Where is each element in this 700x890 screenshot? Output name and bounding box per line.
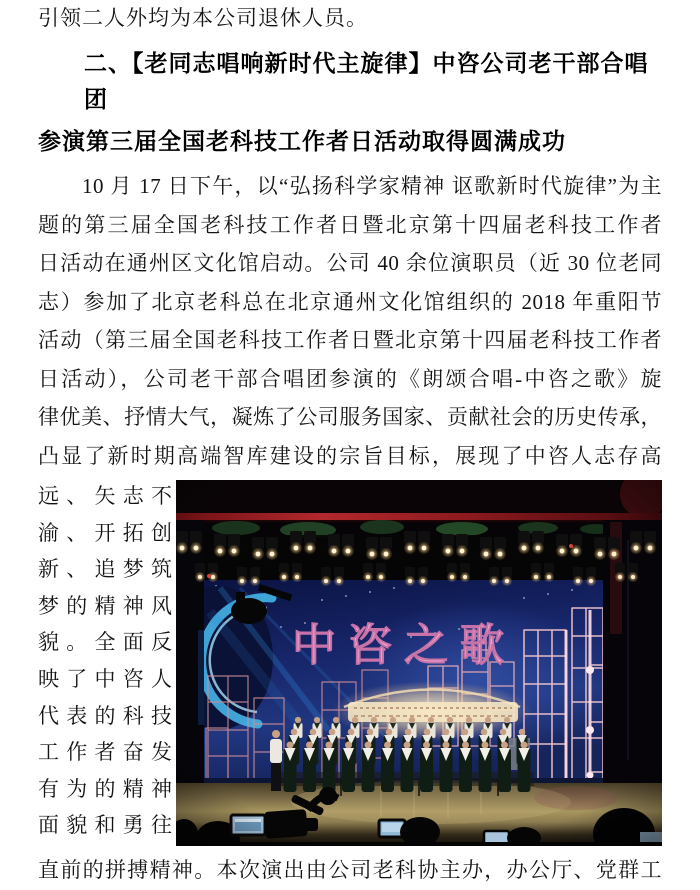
text-wrap-region	[38, 478, 662, 844]
wrapped-line: 代表的科技	[38, 703, 172, 728]
stage-photo-svg	[176, 480, 662, 846]
body-line: 日活动），公司老干部合唱团参演的《朗颂合唱-中咨之歌》旋	[38, 366, 662, 391]
section-heading-line1: 二、【老同志唱响新时代主旋律】中咨公司老干部合唱团	[84, 50, 649, 112]
body-line: 题的第三届全国老科技工作者日暨北京第十四届老科技工作者	[38, 212, 662, 237]
intro-line: 引领二人外均为本公司退休人员。	[38, 6, 368, 30]
wrapped-line: 渝、开拓创	[38, 520, 172, 545]
wrapped-line: 工作者奋发	[38, 740, 172, 765]
body-line: 凸显了新时期高端智库建设的宗旨目标，展现了中咨人志存高	[38, 443, 662, 468]
paragraph-block	[38, 167, 662, 475]
wrapped-line: 有为的精神	[38, 776, 172, 801]
photo-vignette	[176, 480, 662, 846]
body-line: 活动（第三届全国老科技工作者日暨北京第十四届老科技工作者	[38, 328, 662, 352]
section-heading-line2: 参演第三届全国老科技工作者日活动取得圆满成功	[38, 128, 566, 154]
body-line: 直前的拼搏精神。本次演出由公司老科协主办，办公厅、党群工	[38, 857, 662, 882]
wrapped-line: 映了中咨人	[38, 666, 172, 691]
wrapped-line: 面貌和勇往	[38, 813, 172, 838]
body-line: 律优美、抒情大气，凝炼了公司服务国家、贡献社会的历史传承，	[38, 405, 662, 429]
body-line: 10 月 17 日下午，以“弘扬科学家精神 讴歌新时代旋律”为主	[82, 174, 662, 198]
stage-photo	[176, 480, 662, 846]
wrapped-line: 远、矢志不	[38, 484, 172, 508]
wrapped-line: 新、追梦筑	[38, 557, 172, 582]
wrapped-line: 梦的精神风	[38, 593, 172, 618]
wrapped-line: 貌。全面反	[38, 630, 172, 655]
body-line: 志）参加了北京老科总在北京通州文化馆组织的 2018 年重阳节	[38, 289, 662, 314]
body-line: 日活动在通州区文化馆启动。公司 40 余位演职员（近 30 位老同	[38, 251, 662, 275]
